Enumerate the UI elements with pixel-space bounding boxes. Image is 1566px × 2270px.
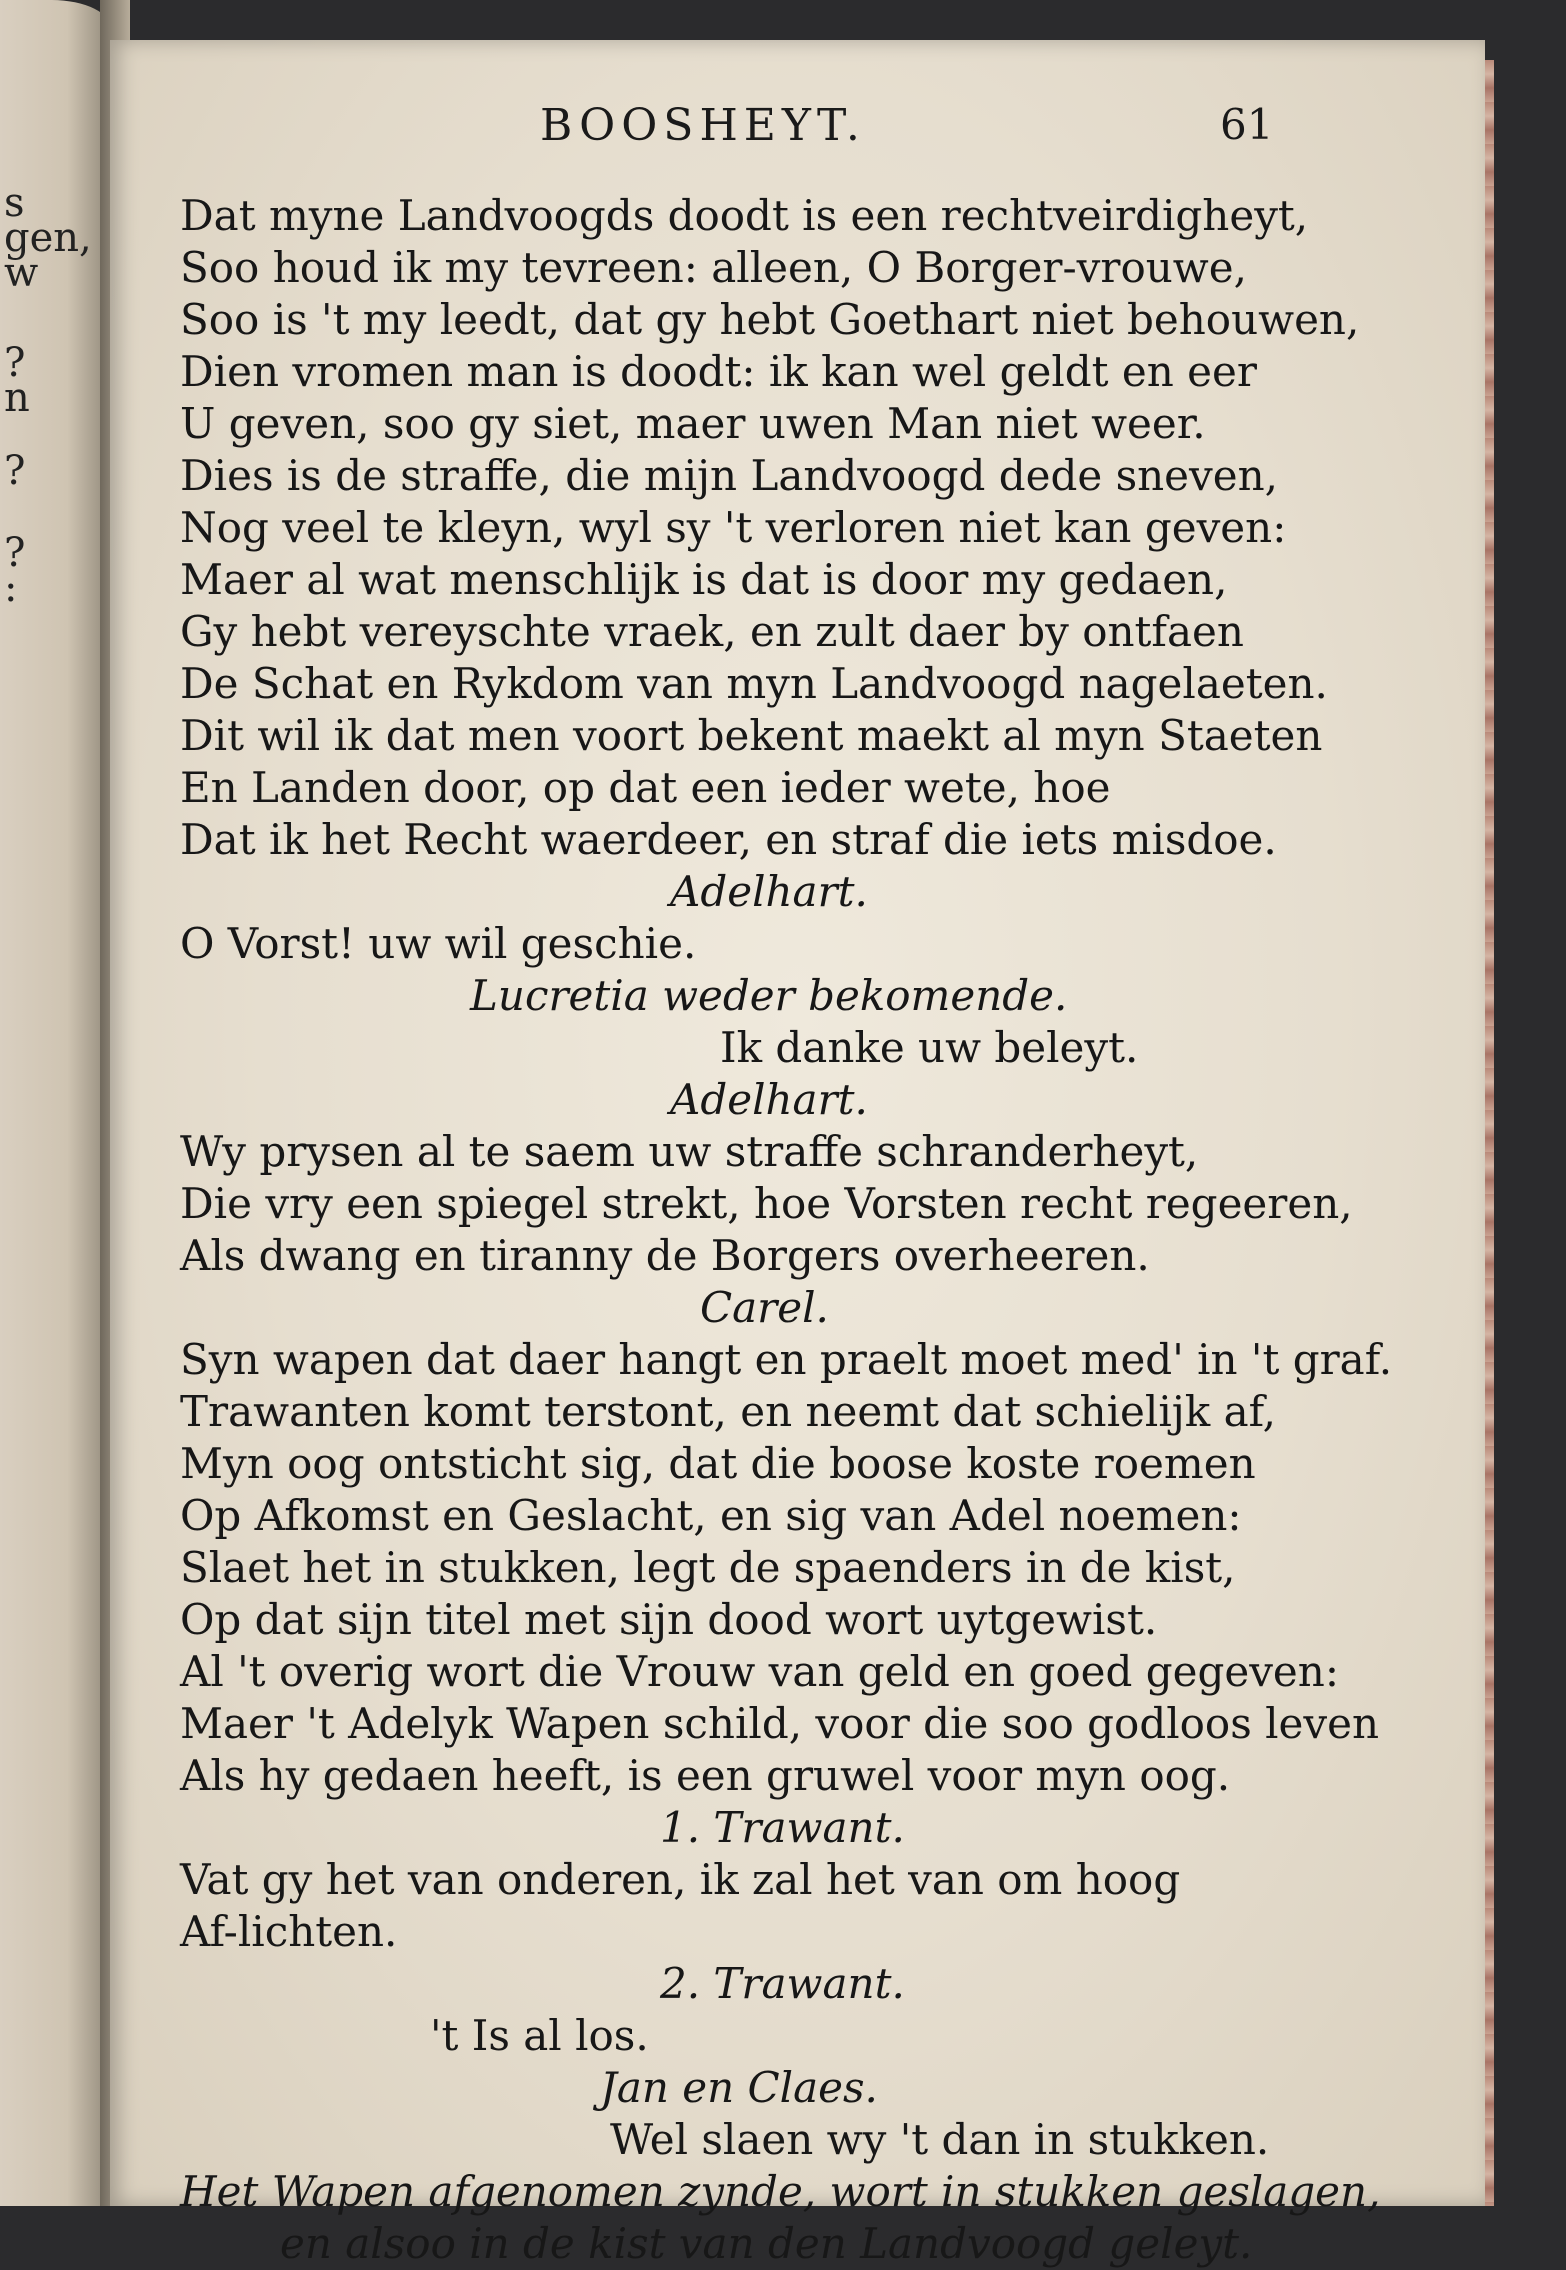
verse-line: Ik danke uw beleyt. — [720, 1023, 1139, 1072]
verse-line: Wy prysen al te saem uw straffe schranderheyt, — [180, 1127, 1199, 1176]
verse-line: Nog veel te kleyn, wyl sy 't verloren niet kan geven: — [180, 503, 1287, 552]
left-fragment: n — [4, 375, 30, 421]
stage-direction: Het Wapen afgenomen zynde, wort in stukken geslagen, — [180, 2167, 1381, 2216]
verse-line: Soo is 't my leedt, dat gy hebt Goethart niet behouwen, — [180, 295, 1360, 344]
verse-line: Soo houd ik my tevreen: alleen, O Borger-vrouwe, — [180, 243, 1247, 292]
left-fragment: gen, — [4, 215, 92, 261]
verse-line: Al 't overig wort die Vrouw van geld en goed gegeven: — [180, 1647, 1339, 1696]
verse-line: Op dat sijn titel met sijn dood wort uytgewist. — [180, 1595, 1158, 1644]
verse-line: Wel slaen wy 't dan in stukken. — [610, 2115, 1270, 2164]
verse-line: Die vry een spiegel strekt, hoe Vorsten recht regeeren, — [180, 1179, 1353, 1228]
left-fragment: ? — [4, 448, 26, 494]
speaker-name: 1. Trawant. — [660, 1803, 905, 1852]
facing-page-edge — [0, 0, 112, 2206]
left-fragment: w — [4, 250, 39, 296]
verse-line: Maer 't Adelyk Wapen schild, voor die soo godloos leven — [180, 1699, 1380, 1748]
verse-line: Af-lichten. — [180, 1907, 398, 1956]
verse-line: Als hy gedaen heeft, is een gruwel voor myn oog. — [180, 1751, 1231, 1800]
verse-line: Syn wapen dat daer hangt en praelt moet med' in 't graf. — [180, 1335, 1393, 1384]
verse-line: Gy hebt vereyschte vraek, en zult daer by ontfaen — [180, 607, 1244, 656]
page-number: 61 — [1220, 100, 1274, 149]
verse-line: Dies is de straffe, die mijn Landvoogd dede sneven, — [180, 451, 1279, 500]
page-text — [180, 190, 1393, 2270]
verse-line: Dien vromen man is doodt: ik kan wel geldt en eer — [180, 347, 1257, 396]
left-fragment: ? — [4, 530, 26, 576]
speaker-name: 2. Trawant. — [660, 1959, 905, 2008]
speaker-name: Adelhart. — [670, 1075, 868, 1124]
verse-line: Vat gy het van onderen, ik zal het van om hoog — [180, 1855, 1181, 1904]
verse-line: Dat ik het Recht waerdeer, en straf die iets misdoe. — [180, 815, 1277, 864]
left-fragment: s — [4, 180, 25, 226]
speaker-name: Carel. — [700, 1283, 829, 1332]
speaker-name: Adelhart. — [670, 867, 868, 916]
verse-line: Op Afkomst en Geslacht, en sig van Adel noemen: — [180, 1491, 1242, 1540]
running-head: BOOSHEYT. — [540, 100, 866, 151]
speaker-name: Jan en Claes. — [600, 2063, 878, 2112]
verse-line: Maer al wat menschlijk is dat is door my gedaen, — [180, 555, 1228, 604]
page-header — [420, 100, 1300, 170]
verse-line: 't Is al los. — [430, 2011, 649, 2060]
stage-direction: en alsoo in de kist van den Landvoogd geleyt. — [280, 2219, 1253, 2268]
left-fragment: : — [4, 565, 18, 611]
verse-line: Dat myne Landvoogds doodt is een rechtveirdigheyt, — [180, 191, 1309, 240]
verse-line: Dit wil ik dat men voort bekent maekt al myn Staeten — [180, 711, 1323, 760]
verse-line: O Vorst! uw wil geschie. — [180, 919, 697, 968]
verse-line: En Landen door, op dat een ieder wete, hoe — [180, 763, 1111, 812]
left-fragment: ? — [4, 340, 26, 386]
speaker-name: Lucretia weder bekomende. — [470, 971, 1068, 1020]
verse-line: Myn oog ontsticht sig, dat die boose koste roemen — [180, 1439, 1256, 1488]
verse-line: Slaet het in stukken, legt de spaenders in de kist, — [180, 1543, 1236, 1592]
verse-line: Trawanten komt terstont, en neemt dat schielijk af, — [180, 1387, 1277, 1436]
verse-line: De Schat en Rykdom van myn Landvoogd nagelaeten. — [180, 659, 1328, 708]
verse-line: U geven, soo gy siet, maer uwen Man niet weer. — [180, 399, 1206, 448]
verse-line: Als dwang en tiranny de Borgers overheeren. — [180, 1231, 1150, 1280]
